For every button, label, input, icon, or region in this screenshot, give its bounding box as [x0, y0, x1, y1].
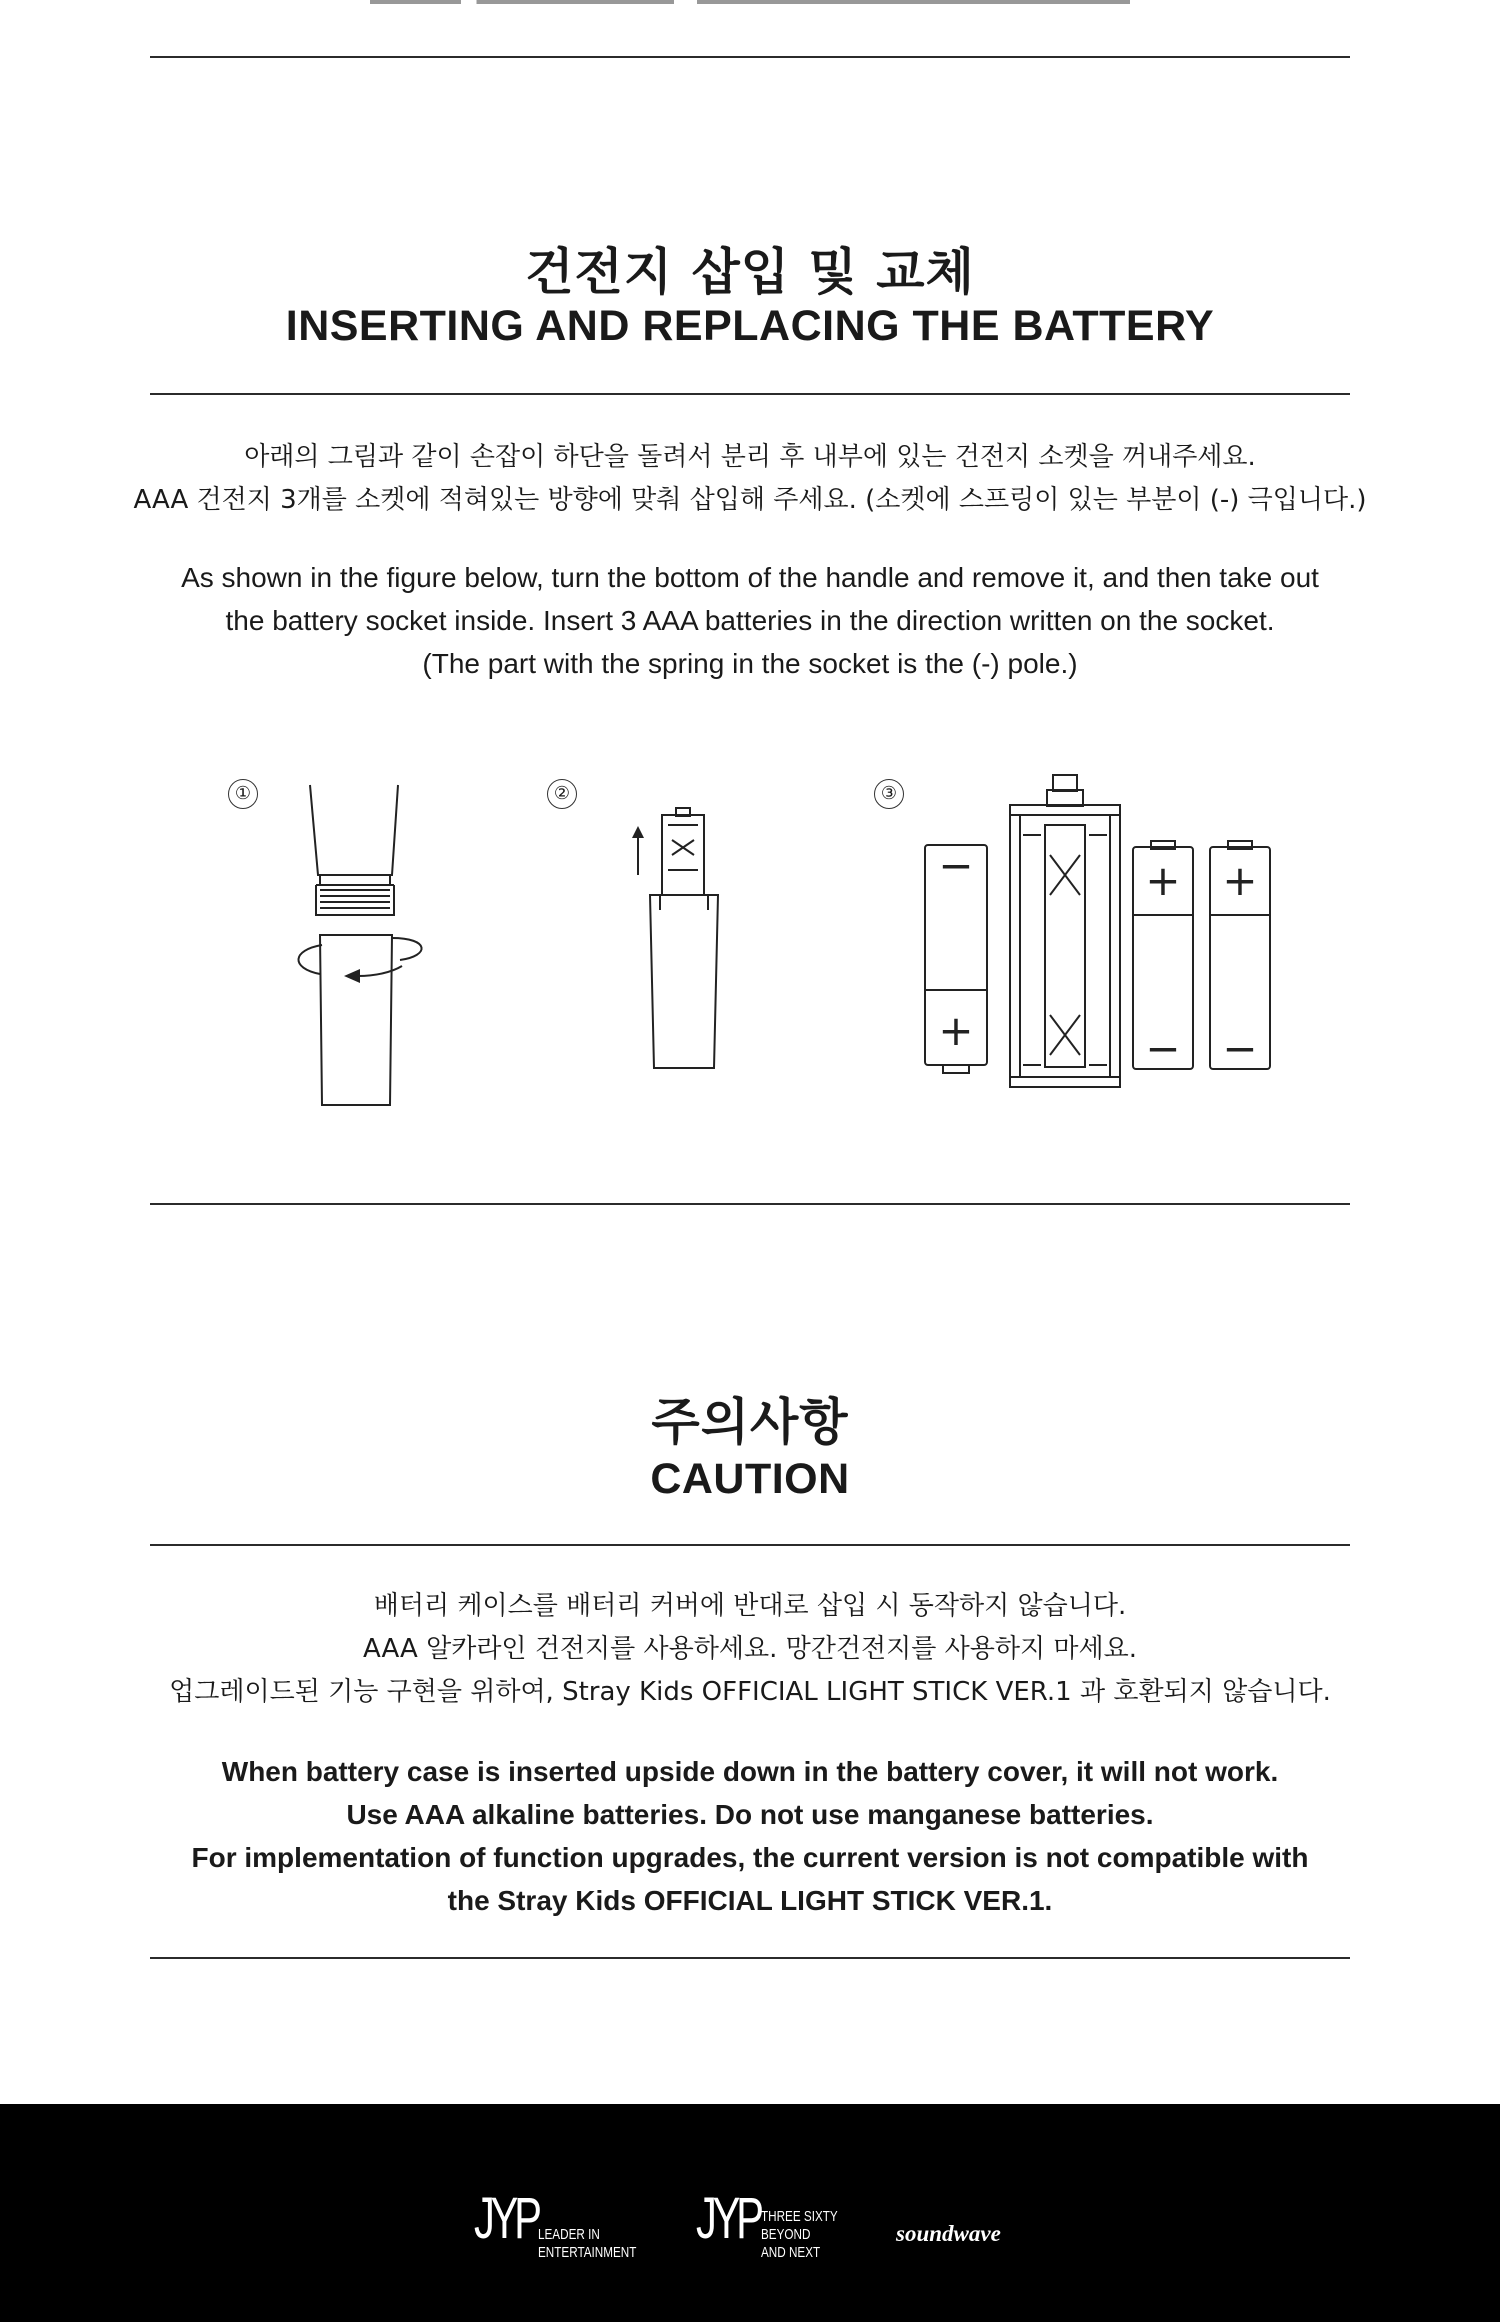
battery-en-line-1: As shown in the figure below, turn the bottom of the handle and remove it, and then take out — [181, 562, 1319, 593]
caution-ko-line-3: 업그레이드된 기능 구현을 위하여, Stray Kids OFFICIAL LIGHT STICK VER.1 과 호환되지 않습니다. — [169, 1677, 1331, 1707]
caution-title-en: CAUTION — [650, 1455, 850, 1503]
jyp360-tagline-line-2: BEYOND — [761, 2226, 811, 2243]
divider-caution-end — [150, 1957, 1350, 1959]
jyp-logo-tagline — [538, 2226, 636, 2262]
caution-ko-line-1: 배터리 케이스를 배터리 커버에 반대로 삽입 시 동작하지 않습니다. — [373, 1591, 1127, 1621]
divider-caution-head — [150, 1544, 1350, 1546]
step-2-marker: ② — [547, 779, 577, 809]
caution-en-line-1: When battery case is inserted upside down in the battery cover, it will not work. — [221, 1756, 1279, 1787]
battery-left-minus-label: − — [938, 841, 974, 890]
divider-top — [150, 56, 1350, 58]
caution-notes-ko — [0, 1585, 1500, 1714]
battery-title-ko: 건전지 삽입 및 교체 — [525, 243, 975, 301]
jyp-logo-mark: JYP — [474, 2186, 538, 2251]
step-3-marker: ③ — [874, 779, 904, 809]
battery-en-line-3: (The part with the spring in the socket is the (-) pole.) — [422, 648, 1078, 679]
jyp-tagline-line-2: ENTERTAINMENT — [538, 2244, 637, 2261]
divider-battery-head — [150, 393, 1350, 395]
jyp360-logo-mark: JYP — [696, 2186, 760, 2251]
footer — [0, 2104, 1500, 2322]
battery-title-en: INSERTING AND REPLACING THE BATTERY — [285, 302, 1215, 350]
caution-notes-en — [0, 1750, 1500, 1922]
battery-mid-minus-label: − — [1145, 1024, 1181, 1073]
jyp360-tagline-line-1: THREE SIXTY — [761, 2208, 838, 2225]
divider-battery-end — [150, 1203, 1350, 1205]
caution-en-line-3: For implementation of function upgrades, the current version is not compatible with — [191, 1842, 1309, 1873]
soundwave-logo: soundwave — [896, 2221, 1001, 2246]
caution-title-ko: 주의사항 — [651, 1393, 849, 1451]
step-1-marker: ① — [228, 779, 258, 809]
battery-right-minus-label: − — [1222, 1024, 1258, 1073]
jyp-tagline-line-1: LEADER IN — [538, 2226, 600, 2243]
jyp360-logo-tagline — [761, 2208, 838, 2262]
caution-en-line-2: Use AAA alkaline batteries. Do not use manganese batteries. — [346, 1799, 1154, 1830]
battery-ko-line-2: AAA 건전지 3개를 소켓에 적혀있는 방향에 맞춰 삽입해 주세요. (소켓에 스프링이 있는 부분이 (-) 극입니다.) — [133, 485, 1367, 515]
step-1-handle-twist-illustration — [280, 780, 440, 1110]
step-3-batteries-illustration — [915, 765, 1275, 1095]
caution-ko-line-2: AAA 알카라인 건전지를 사용하세요. 망간건전지를 사용하지 마세요. — [363, 1634, 1137, 1664]
caution-en-line-4: the Stray Kids OFFICIAL LIGHT STICK VER.1. — [447, 1885, 1053, 1916]
battery-en-line-2: the battery socket inside. Insert 3 AAA batteries in the direction written on the socket. — [225, 605, 1275, 636]
cropped-text-fragment — [370, 0, 1130, 4]
battery-mid-plus-label: + — [1145, 856, 1181, 905]
battery-instructions-en — [0, 556, 1500, 685]
battery-right-plus-label: + — [1222, 856, 1258, 905]
battery-instructions-ko — [0, 436, 1500, 522]
battery-left-plus-label: + — [938, 1006, 974, 1055]
battery-ko-line-1: 아래의 그림과 같이 손잡이 하단을 돌려서 분리 후 내부에 있는 건전지 소켓을 꺼내주세요. — [244, 442, 1256, 472]
step-2-socket-removal-illustration — [620, 800, 740, 1075]
jyp360-tagline-line-3: AND NEXT — [761, 2244, 821, 2261]
